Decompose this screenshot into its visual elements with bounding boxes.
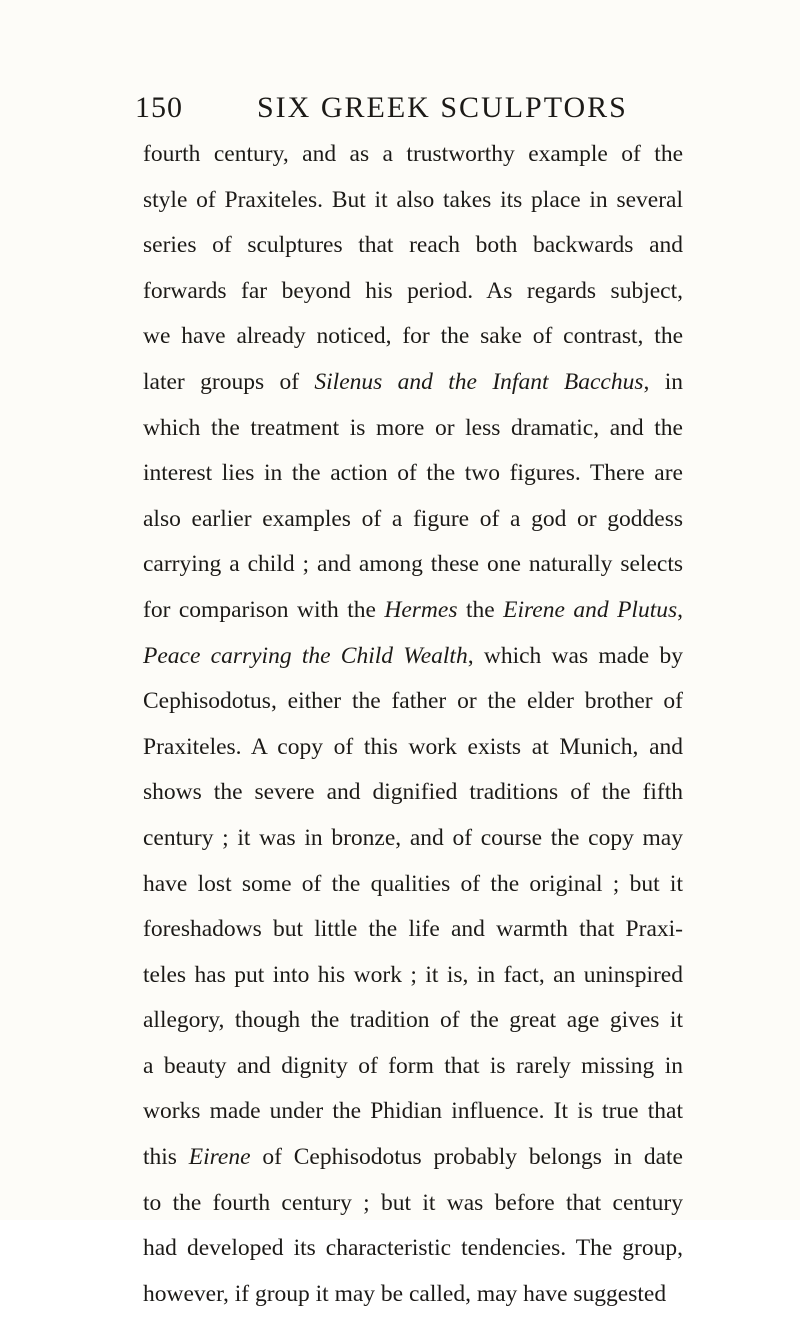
body-text <box>143 132 683 1317</box>
text-line <box>143 1226 683 1272</box>
text-segment: a beauty and dignity of form that is rarely missing in <box>143 1052 683 1079</box>
text-segment: Cephisodotus, either the father or the elder brother of <box>143 688 683 715</box>
italic-title: Eirene and Plutus <box>503 596 678 623</box>
text-segment: interest lies in the action of the two figures. There are <box>143 460 683 487</box>
italic-title: Peace carrying the Child Wealth <box>143 642 468 669</box>
text-line <box>143 406 683 452</box>
text-line <box>143 542 683 588</box>
text-segment: fourth century, and as a trustworthy example of the <box>143 141 683 167</box>
text-segment: style of Praxiteles. But it also takes its place in several <box>143 186 683 213</box>
text-line <box>143 634 683 680</box>
text-segment: however, if group it may be called, may have suggested <box>143 1280 667 1307</box>
text-segment: , which was made by <box>467 642 683 669</box>
text-line <box>143 314 683 360</box>
page-number: 150 <box>135 91 183 124</box>
text-segment: also earlier examples of a figure of a god or goddess <box>143 505 683 532</box>
text-segment: Praxiteles. A copy of this work exists at Munich, and <box>143 733 683 760</box>
text-segment: which the treatment is more or less dramatic, and the <box>143 414 683 441</box>
text-segment: works made under the Phidian influence. It is true that <box>143 1098 683 1125</box>
text-line <box>143 269 683 315</box>
text-segment: foreshadows but little the life and warmth that Praxi- <box>143 916 683 943</box>
text-segment: shows the severe and dignified traditions of the fifth <box>143 779 683 806</box>
text-segment: forwards far beyond his period. As regards subject, <box>143 277 683 304</box>
text-segment: have lost some of the qualities of the original ; but it <box>143 870 683 897</box>
text-line <box>143 998 683 1044</box>
text-segment: series of sculptures that reach both backwards and <box>143 232 683 259</box>
italic-title: Silenus and the Infant Bacchus <box>314 368 644 395</box>
italic-title: Hermes <box>384 596 458 623</box>
text-segment: teles has put into his work ; it is, in fact, an uninspired <box>143 961 683 988</box>
text-segment: century ; it was in bronze, and of course the copy may <box>143 824 683 851</box>
text-segment: to the fourth century ; but it was before that century <box>143 1189 683 1216</box>
text-line <box>143 907 683 953</box>
text-line <box>143 1044 683 1090</box>
text-line <box>143 178 683 224</box>
text-line <box>143 1089 683 1135</box>
text-line <box>143 770 683 816</box>
text-segment: had developed its characteristic tendencies. The group, <box>143 1235 683 1262</box>
text-segment: this <box>143 1144 189 1171</box>
text-segment: for comparison with the <box>143 596 385 623</box>
text-line <box>143 132 683 178</box>
text-line <box>143 360 683 406</box>
running-head: SIX GREEK SCULPTORS <box>257 91 628 124</box>
text-line <box>143 1181 683 1227</box>
text-line <box>143 953 683 999</box>
text-line <box>143 816 683 862</box>
text-segment: , in <box>643 368 684 395</box>
text-segment: the <box>457 596 504 623</box>
text-line <box>143 497 683 543</box>
text-segment: of Cephisodotus probably belongs in date <box>250 1144 683 1171</box>
text-segment: allegory, though the tradition of the great age gives it <box>143 1007 683 1034</box>
text-line <box>143 588 683 634</box>
text-segment: later groups of <box>143 368 315 395</box>
text-line <box>143 451 683 497</box>
italic-title: Eirene <box>188 1144 251 1171</box>
text-line <box>143 679 683 725</box>
text-line <box>143 725 683 771</box>
text-segment: we have already noticed, for the sake of contrast, the <box>143 323 683 350</box>
page-header <box>135 86 695 130</box>
text-segment: , <box>677 596 684 623</box>
text-line <box>143 1135 683 1181</box>
text-line <box>143 862 683 908</box>
text-line <box>143 223 683 269</box>
text-segment: carrying a child ; and among these one naturally selects <box>143 551 683 578</box>
text-line <box>143 1272 683 1317</box>
